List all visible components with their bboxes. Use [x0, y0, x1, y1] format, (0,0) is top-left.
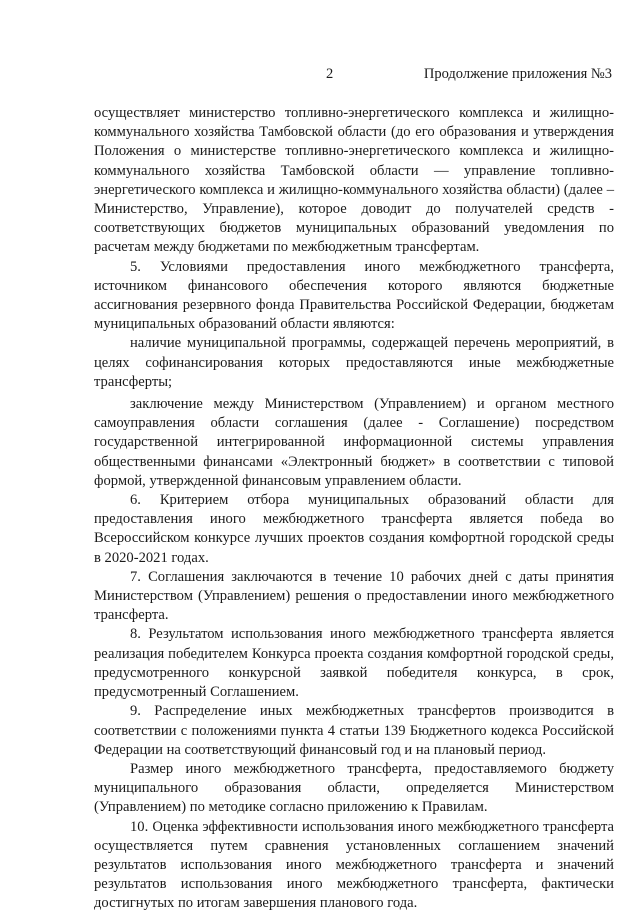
paragraph-10: 10. Оценка эффективности использования иного межбюджетного трансферта осуществляется путем сравнения установленных соглашением значений результатов использования иного межбюджетного трансферта и значений результатов использования иного межбюджетного трансферта, фактически достигнутых по итогам завершения планового года. [94, 818, 614, 912]
paragraph-6: 6. Критерием отбора муниципальных образований области для предоставления иного межбюджетного трансферта является победа во Всероссийском конкурсе лучших проектов создания комфортной городской среды в 2020-2021 годах. [94, 492, 614, 566]
paragraph-7: 7. Соглашения заключаются в течение 10 рабочих дней с даты принятия Министерством (Управлением) решения о предоставлении иного межбюджетного трансферта. [94, 568, 614, 624]
paragraph-5-condition-2: заключение между Министерством (Управлением) и органом местного самоуправления области соглашения (далее - Соглашение) посредством государственной интегрированной информационной системы управления общественными финансами «Электронный бюджет» в соответствии с типовой формой, утвержденной финансовым управлением области. [94, 396, 614, 489]
page-header [0, 66, 640, 86]
paragraph-5: 5. Условиями предоставления иного межбюджетного трансферта, источником финансового обеспечения которого являются бюджетные ассигнования резервного фонда Правительства Российской Федерации, бюджетам муниципальных образований области являются: [94, 258, 614, 333]
paragraph-9-size: Размер иного межбюджетного трансферта, предоставляемого бюджету муниципального образования области, определяется Министерством (Управлением) по методике согласно приложению к Правилам. [94, 760, 614, 816]
paragraph-5-condition-1: наличие муниципальной программы, содержащей перечень мероприятий, в целях софинансирования которых предоставляются иные межбюджетные трансферты; [94, 335, 614, 390]
appendix-continuation-label: Продолжение приложения №3 [423, 66, 612, 82]
page-number: 2 [326, 66, 334, 82]
paragraph-continued: осуществляет министерство топливно-энергетического комплекса и жилищно-коммунального хозяйства Тамбовской области (до его образования и утверждения Положения о министерстве топливно-энергетического комплекса и жилищно-коммунального хозяйства Тамбовской области — управление топливно-энергетического комплекса и жилищно-коммунального хозяйства области) (далее – Министерство, Управление), которое доводит до получателей средств - соответствующих бюджетов муниципальных образований уведомления по расчетам между бюджетами по межбюджетным трансфертам. [94, 105, 614, 256]
document-body [94, 104, 614, 914]
paragraph-8: 8. Результатом использования иного межбюджетного трансферта является реализация победителем Конкурса проекта создания комфортной городской среды, предусмотренного конкурсной заявкой победителя конкурса, в срок, предусмотренный Соглашением. [94, 626, 614, 701]
paragraph-9: 9. Распределение иных межбюджетных трансфертов производится в соответствии с положениями пункта 4 статьи 139 Бюджетного кодекса Российской Федерации на соответствующий финансовый год и на плановый период. [94, 703, 614, 758]
